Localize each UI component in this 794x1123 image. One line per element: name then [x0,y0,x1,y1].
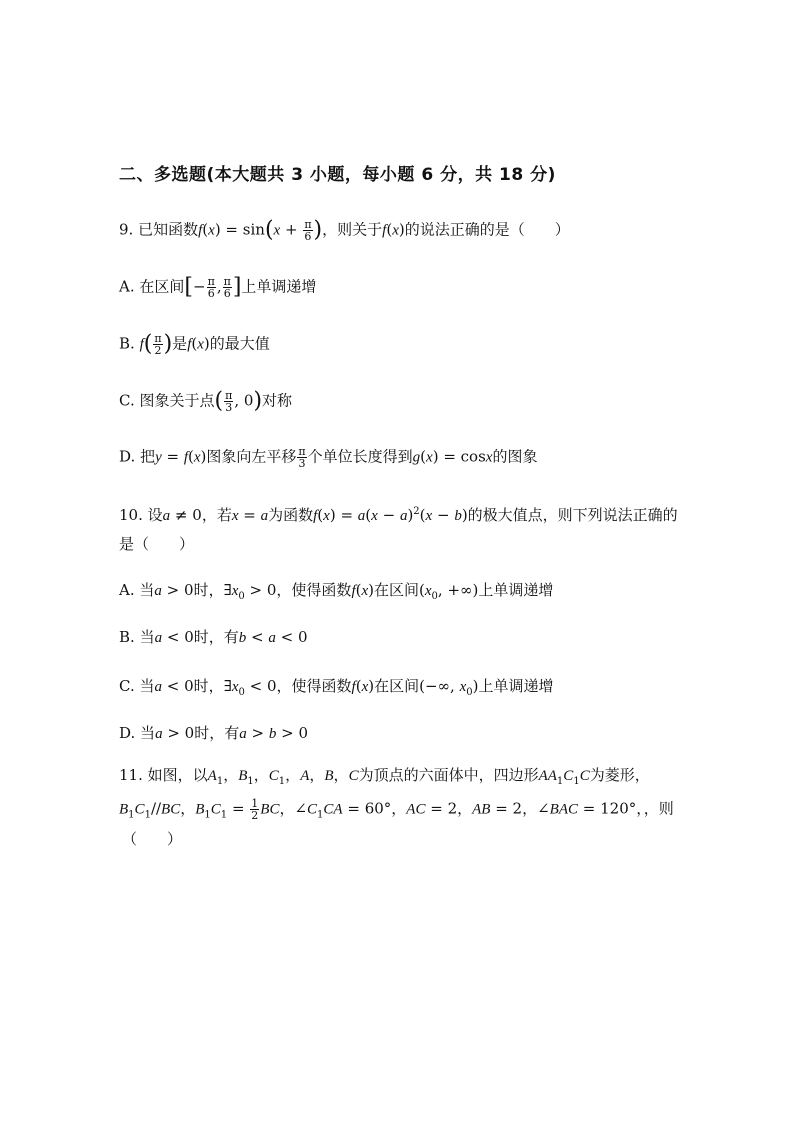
question-10-stem: 10. 设a ≠ 0，若x = a为函数$f(x) = a(x - a)^2(x - b)$的极大值点，则下列说法正确的 [119,506,678,524]
question-9-stem: 9. 已知函数f(x) = sin(x + $\frac{\pi}{6}$ )，则关于f(x)的说法正确的是（ ） [119,217,570,243]
q9-option-b: B. f( $\frac{\pi}{2}$ )是f(x)的最大值 [119,331,270,357]
q9-option-c: C. 图象关于点( $\frac{\pi}{3}$ , 0)对称 [119,388,293,414]
q9-option-d: D. 把y = f(x)图象向左平移 $\frac{\pi}{3}$ 个单位长度得到g(x) = cosx的图象 [119,445,538,470]
q10-option-b: B. 当a < 0时，有b < a < 0 [119,628,308,646]
formula-f-definition: f [198,222,203,239]
question-11-answer-paren: （ ） [122,830,183,848]
question-11-stem: 11. 如图，以$A_1$，$B_1$，$C_1$，A，B，C为顶点的六面体中，四边形$AA_1C_1C$为菱形， [119,766,650,787]
q10-option-c: C. 当a < 0时，$\exists x_0 < 0$，使得函数f(x)在区间(−∞, $x_0$)上单调递增 [119,677,554,698]
question-10-stem-cont: 是（ ） [119,535,195,553]
q9-option-a: A. 在区间[− $\frac{\pi}{6}$ , $\frac{\pi}{6}$ ]上单调递增 [119,274,317,300]
section-title: 二、多选题(本大题共 3 小题，每小题 6 分，共 18 分) [119,165,556,185]
q10-option-a: A. 当a > 0时，$\exists x_0 > 0$，使得函数f(x)在区间($x_0$, +∞)上单调递增 [119,581,554,602]
q10-option-d: D. 当a > 0时，有a > b > 0 [119,724,308,742]
question-11-conditions: $B_1C_1//BC$，$B_1C_1$ = $\frac{1}{2}$ BC，$\angle C_1CA = 60^\circ$，AC = 2，AB = 2，∠BAC = 120°，，则 [119,797,674,822]
